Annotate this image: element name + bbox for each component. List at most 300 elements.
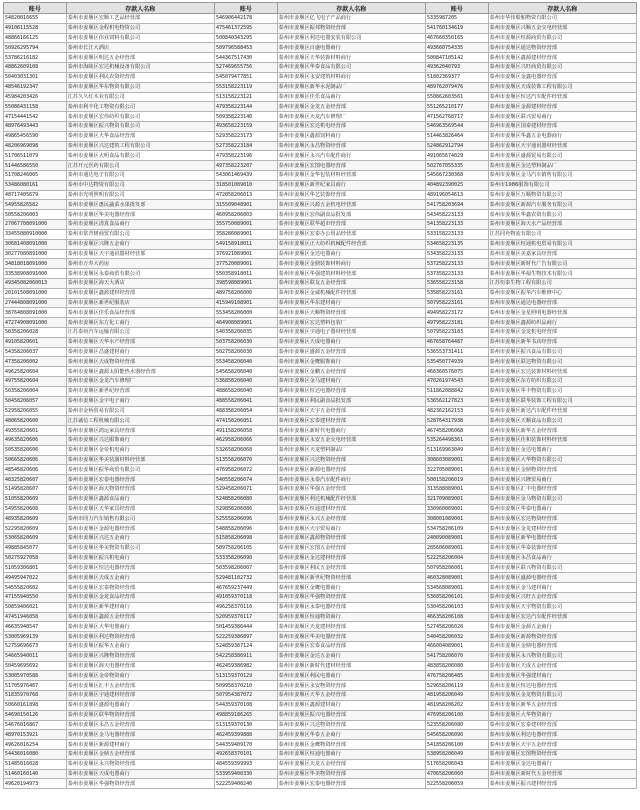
cell-depositor-2: 泰州市姜堰区新世纪物资经营部 bbox=[277, 573, 425, 583]
cell-depositor-1: 泰州市姜堰区天宇通讯器材经营部 bbox=[66, 249, 214, 259]
cell-depositor-2: 泰州市姜堰区百盛电器商行 bbox=[277, 43, 425, 53]
table-row bbox=[4, 671, 637, 681]
cell-depositor-2: 泰州市姜堰区金鹰服饰商行 bbox=[277, 357, 425, 367]
cell-account-2: 525558206096 bbox=[214, 514, 277, 524]
cell-account-1: 48866166125 bbox=[4, 33, 67, 43]
cell-depositor-1: 泰州市姜堰区振兴机电商行 bbox=[66, 553, 214, 563]
header-account-3: 账号 bbox=[425, 3, 488, 14]
cell-depositor-2: 泰州市姜堰区永安五金交电经营部 bbox=[277, 435, 425, 445]
cell-depositor-2: 泰州市姜堰区恒通建材经营部 bbox=[277, 504, 425, 514]
cell-depositor-1: 泰州市姜堰区华强物资经营部 bbox=[66, 779, 214, 789]
cell-account-3: 541760134619 bbox=[425, 23, 488, 33]
table-row bbox=[4, 53, 637, 63]
cell-account-1: 50458206057 bbox=[4, 396, 67, 406]
cell-depositor-1: 泰州市姜堰区鑫源太阳能热水器经营部 bbox=[66, 367, 214, 377]
cell-depositor-1: 泰州市姜堰区华美装潢材料经营部 bbox=[66, 455, 214, 465]
cell-account-3: 470658206060 bbox=[425, 769, 488, 779]
cell-account-1: 49355820601 bbox=[4, 426, 67, 436]
cell-depositor-1: 泰州市姜堰区金源电器经营部 bbox=[66, 524, 214, 534]
cell-depositor-2: 泰州市姜堰区金鹰物资经营部 bbox=[277, 740, 425, 750]
cell-account-3: 538958206049 bbox=[425, 749, 488, 759]
cell-depositor-3: 泰州市姜堰区金马汽车销售有限公司 bbox=[488, 171, 636, 181]
cell-depositor-1: 泰州市姜堰区振兴物资有限公司 bbox=[66, 121, 214, 131]
cell-depositor-1: 泰州市姜堰区鑫源食品商行 bbox=[66, 494, 214, 504]
cell-depositor-3: 泰州市姜堰区宏图物资经营部 bbox=[488, 749, 636, 759]
cell-account-1: 30277080891000 bbox=[4, 249, 67, 259]
table-row bbox=[4, 475, 637, 485]
cell-depositor-3: 泰州市姜堰区海天水产品经营部 bbox=[488, 220, 636, 230]
cell-depositor-1: 泰州市姜堰区金程机电物资公司 bbox=[66, 23, 214, 33]
cell-account-3: 500158206019 bbox=[425, 475, 488, 485]
cell-account-2: 527469655756 bbox=[214, 63, 277, 73]
cell-depositor-1: 泰州市姜堰区天成五金商行 bbox=[66, 573, 214, 583]
cell-depositor-1: 江苏久久红木业有限公司 bbox=[66, 92, 214, 102]
cell-account-1: 47154441542 bbox=[4, 112, 67, 122]
cell-depositor-2: 泰州市姜堰区宏泰建材经营部 bbox=[277, 416, 425, 426]
cell-depositor-3: 泰州市姜堰区兴隆贸易商行 bbox=[488, 475, 636, 485]
cell-depositor-3: 泰州市姜堰区金星照明电器经营部 bbox=[488, 308, 636, 318]
cell-account-3: 511862088842 bbox=[425, 386, 488, 396]
cell-depositor-2: 泰州市姜堰区金达电器商行 bbox=[277, 249, 425, 259]
cell-depositor-1: 泰州市姜堰区兴达建筑工程有限公司 bbox=[66, 141, 214, 151]
cell-account-1: 48206969098 bbox=[4, 141, 67, 151]
cell-account-2: 507954387072 bbox=[214, 691, 277, 701]
cell-account-2: 540358206035 bbox=[214, 328, 277, 338]
cell-depositor-3: 泰州市姜堰区鑫源纺织品商行 bbox=[488, 318, 636, 328]
cell-account-1: 54358206037 bbox=[4, 347, 67, 357]
cell-depositor-2: 泰州市姜堰区佳乐食品商行 bbox=[277, 92, 425, 102]
cell-account-3: 497958223181 bbox=[425, 318, 488, 328]
cell-depositor-2: 泰州市姜堰区兴源五金机电经营部 bbox=[277, 200, 425, 210]
cell-account-3: 534658223135 bbox=[425, 239, 488, 249]
cell-depositor-1: 泰州市姜堰区盛源电器商行 bbox=[66, 700, 214, 710]
header-account-1: 账号 bbox=[4, 3, 67, 14]
cell-account-1: 51706511079 bbox=[4, 151, 67, 161]
cell-depositor-2: 泰州市姜堰区金鼎装饰材料商行 bbox=[277, 259, 425, 269]
cell-depositor-3: 泰州市姜堰区大华物资有限公司 bbox=[488, 455, 636, 465]
cell-account-2: 548858206096 bbox=[214, 524, 277, 534]
cell-account-1: 53005970588 bbox=[4, 671, 67, 681]
cell-depositor-2: 泰州市姜堰区华美物资经营部 bbox=[277, 769, 425, 779]
cell-account-2: 472058206013 bbox=[214, 190, 277, 200]
cell-account-1: 50926295794 bbox=[4, 43, 67, 53]
cell-account-3: 507958223161 bbox=[425, 298, 488, 308]
cell-depositor-3: 泰州市姜堰区振兴建材经营部 bbox=[488, 779, 636, 789]
cell-depositor-1: 泰州市姜堰区兴隆物资经营部 bbox=[66, 651, 214, 661]
cell-account-2: 492658370101 bbox=[214, 749, 277, 759]
cell-account-1: 52759696673 bbox=[4, 642, 67, 652]
cell-account-2: 544367517430 bbox=[214, 53, 277, 63]
cell-account-3: 541358223133 bbox=[425, 220, 488, 230]
cell-depositor-1: 泰州市姜堰区宏泰电器经营部 bbox=[66, 475, 214, 485]
cell-depositor-2: 泰州市姜堰区金鹰电器商行 bbox=[277, 583, 425, 593]
cell-depositor-3: 泰州市姜堰区通达电器经营部 bbox=[488, 298, 636, 308]
cell-account-1: 51055820609 bbox=[4, 494, 67, 504]
table-row bbox=[4, 426, 637, 436]
cell-account-1: 51835970768 bbox=[4, 691, 67, 701]
cell-account-2: 522259400240 bbox=[214, 779, 277, 789]
cell-depositor-2: 泰州市姜堰区恒通电器商行 bbox=[277, 749, 425, 759]
cell-depositor-2: 泰州市姜堰区宏泰电器经营部 bbox=[277, 779, 425, 789]
cell-account-1: 20101508091000 bbox=[4, 288, 67, 298]
cell-depositor-1: 泰州市姜堰区惠民蔬菜水果批发部 bbox=[66, 200, 214, 210]
table-row bbox=[4, 632, 637, 642]
cell-account-2: 500840343295 bbox=[214, 33, 277, 43]
cell-depositor-2: 泰州市姜堰区金达五金商行 bbox=[277, 651, 425, 661]
cell-account-1: 49865456590 bbox=[4, 131, 67, 141]
cell-depositor-3: 泰州市姜堰区兴旺五金经营部 bbox=[488, 592, 636, 602]
cell-depositor-2: 泰州市姜堰区宏泰办公用品经营部 bbox=[277, 229, 425, 239]
cell-account-2: 315509048901 bbox=[214, 200, 277, 210]
table-row bbox=[4, 210, 637, 220]
cell-depositor-2: 泰州市姜堰区盛源五金经营部 bbox=[277, 347, 425, 357]
cell-account-1: 49755820604 bbox=[4, 377, 67, 387]
cell-account-1: 48935820609 bbox=[4, 514, 67, 524]
cell-depositor-2: 泰州市姜堰区天成电器商行 bbox=[277, 337, 425, 347]
cell-account-1: 50859406021 bbox=[4, 602, 67, 612]
table-row bbox=[4, 445, 637, 455]
cell-account-2: 460958206003 bbox=[214, 210, 277, 220]
table-row bbox=[4, 553, 637, 563]
cell-depositor-2: 泰州市姜堰区宏图五金经营部 bbox=[277, 543, 425, 553]
cell-account-1: 55086431158 bbox=[4, 102, 67, 112]
table-row bbox=[4, 563, 637, 573]
cell-depositor-1: 泰州市姜堰区利达物资经营部 bbox=[66, 632, 214, 642]
cell-account-3: 507958223183 bbox=[425, 328, 488, 338]
cell-depositor-3: 泰州市姜堰区新达汽车配件经营部 bbox=[488, 406, 636, 416]
cell-depositor-1: 泰州市常青树商贸有限公司 bbox=[66, 229, 214, 239]
cell-depositor-3: 泰州市姜堰区联兴贸易商行 bbox=[488, 112, 636, 122]
cell-account-3: 470261974543 bbox=[425, 377, 488, 387]
cell-account-1: 27067708091000 bbox=[4, 220, 67, 230]
cell-account-1: 53065820609 bbox=[4, 534, 67, 544]
cell-depositor-3: 泰州市姜堰区汇丰电器经营部 bbox=[488, 485, 636, 495]
cell-account-2: 544359409170 bbox=[214, 740, 277, 750]
cell-account-1: 54436016080 bbox=[4, 749, 67, 759]
cell-account-2: 476958206072 bbox=[214, 465, 277, 475]
cell-depositor-3: 泰州市姜堰区金源建材经营部 bbox=[488, 102, 636, 112]
cell-depositor-3: 泰州市姜堰区华鑫五金电器商行 bbox=[488, 131, 636, 141]
cell-depositor-3: 泰州市姜堰区恒达汽车配件经营部 bbox=[488, 92, 636, 102]
cell-account-1: 50459695692 bbox=[4, 661, 67, 671]
cell-depositor-2: 泰州市姜堰区金马建材商行 bbox=[277, 377, 425, 387]
cell-account-1: 53786216182 bbox=[4, 53, 67, 63]
cell-depositor-1: 泰州市姜堰区永泰商贸有限公司 bbox=[66, 269, 214, 279]
cell-account-3: 330960089001 bbox=[425, 504, 488, 514]
cell-depositor-1: 泰州市姜堰区永兴物资经营部 bbox=[66, 759, 214, 769]
cell-account-3: 493660754335 bbox=[425, 43, 488, 53]
cell-depositor-2: 泰州市姜堰区金达建材经营部 bbox=[277, 553, 425, 563]
cell-depositor-1: 泰州市姜堰区天华水产经营部 bbox=[66, 337, 214, 347]
cell-depositor-3: 泰州市姜堰区天宇五金经营部 bbox=[488, 740, 636, 750]
cell-account-3: 551265210177 bbox=[425, 102, 488, 112]
cell-account-1: 46635940547 bbox=[4, 622, 67, 632]
table-row bbox=[4, 92, 637, 102]
cell-account-3: 489196054613 bbox=[425, 190, 488, 200]
cell-account-2: 398598089001 bbox=[214, 278, 277, 288]
cell-depositor-2: 泰州市姜堰区宏泰食品经营部 bbox=[277, 642, 425, 652]
cell-account-2: 553158223119 bbox=[214, 82, 277, 92]
table-row bbox=[4, 367, 637, 377]
cell-depositor-3: 江苏同舟物流有限公司 bbox=[488, 229, 636, 239]
cell-account-3: 536858206101 bbox=[425, 592, 488, 602]
cell-depositor-3: 泰州市姜堰区天成装饰工程有限公司 bbox=[488, 82, 636, 92]
cell-depositor-3: 泰州市姜堰区鑫源建材经营部 bbox=[488, 53, 636, 63]
cell-account-3: 530458206103 bbox=[425, 602, 488, 612]
cell-account-2: 318501089010 bbox=[214, 180, 277, 190]
cell-depositor-2: 泰州市姜堰区华泰食品有限公司 bbox=[277, 63, 425, 73]
cell-depositor-3: 泰州市华伟船舶物资有限公司 bbox=[488, 14, 636, 24]
cell-account-2: 509758206105 bbox=[214, 543, 277, 553]
cell-depositor-1: 泰州市长江大酒店 bbox=[66, 43, 214, 53]
cell-account-3: 540458206032 bbox=[425, 632, 488, 642]
cell-account-1: 54820016655 bbox=[4, 14, 67, 24]
table-row bbox=[4, 455, 637, 465]
cell-account-1: 49626016254 bbox=[4, 740, 67, 750]
cell-depositor-3: 泰州市姜堰区金龙建材经营部 bbox=[488, 524, 636, 534]
cell-depositor-1: 泰州市姜堰区金宇电子商行 bbox=[66, 396, 214, 406]
table-row bbox=[4, 190, 637, 200]
table-row bbox=[4, 416, 637, 426]
header-depositor-3: 存款人名称 bbox=[488, 3, 636, 14]
cell-account-2: 479358223144 bbox=[214, 102, 277, 112]
cell-account-2: 462459399888 bbox=[214, 730, 277, 740]
cell-account-3: 308603089001 bbox=[425, 455, 488, 465]
cell-depositor-3: 泰州市姜堰区美嘉家具经营部 bbox=[488, 249, 636, 259]
table-row bbox=[4, 406, 637, 416]
table-row bbox=[4, 691, 637, 701]
cell-depositor-2: 泰州市姜堰区永昌物资经营部 bbox=[277, 141, 425, 151]
cell-account-2: 509958370210 bbox=[214, 681, 277, 691]
cell-depositor-2: 泰州市姜堰区金诚机械配件经营部 bbox=[277, 288, 425, 298]
cell-depositor-3: 泰州市姜堰区新华五金经营部 bbox=[488, 426, 636, 436]
cell-account-1: 50275927058 bbox=[4, 553, 67, 563]
cell-depositor-3: 泰州市姜堰区佳和装饰材料经营部 bbox=[488, 435, 636, 445]
cell-depositor-2: 泰州市姜堰区利民副食品批发部 bbox=[277, 396, 425, 406]
cell-account-2: 493658223159 bbox=[214, 121, 277, 131]
cell-account-3: 543458223133 bbox=[425, 210, 488, 220]
table-row bbox=[4, 278, 637, 288]
cell-depositor-1: 泰州市姜堰区宏顺工艺品经营部 bbox=[66, 14, 214, 24]
cell-account-3: 313588089001 bbox=[425, 485, 488, 495]
cell-account-1: 48065820600 bbox=[4, 416, 67, 426]
cell-account-1: 48717405679 bbox=[4, 190, 67, 200]
table-row bbox=[4, 661, 637, 671]
cell-account-3: 517658206043 bbox=[425, 759, 488, 769]
cell-account-3: 308001089001 bbox=[425, 514, 488, 524]
cell-account-3: 550862603561 bbox=[425, 92, 488, 102]
cell-account-2: 524858206080 bbox=[214, 494, 277, 504]
cell-depositor-2: 泰州市姜堰区新时代电器商行 bbox=[277, 426, 425, 436]
cell-account-1: 50358206028 bbox=[4, 328, 67, 338]
cell-depositor-2: 泰州市姜堰区天龙五金经营部 bbox=[277, 759, 425, 769]
cell-depositor-2: 泰州市姜堰区利民电器商行 bbox=[277, 671, 425, 681]
cell-account-1: 51485016028 bbox=[4, 759, 67, 769]
cell-account-3: 536558223158 bbox=[425, 278, 488, 288]
cell-account-1: 50558206003 bbox=[4, 210, 67, 220]
cell-depositor-1: 泰州市姜堰区宇通建材经营部 bbox=[66, 691, 214, 701]
cell-account-1: 52295820609 bbox=[4, 524, 67, 534]
cell-account-3: 527458206020 bbox=[425, 622, 488, 632]
cell-account-1: 51495820607 bbox=[4, 485, 67, 495]
cell-account-2: 520959370117 bbox=[214, 612, 277, 622]
cell-account-1: 48325820607 bbox=[4, 475, 67, 485]
cell-account-1: 52958206055 bbox=[4, 406, 67, 416]
table-body bbox=[4, 14, 637, 789]
cell-account-3: 536562127823 bbox=[425, 396, 488, 406]
cell-account-2: 355750089001 bbox=[214, 220, 277, 230]
cell-account-1: 48976493443 bbox=[4, 121, 67, 131]
cell-depositor-2: 泰州市姜堰区天华装饰材料商行 bbox=[277, 53, 425, 63]
cell-account-1: 33455080910000 bbox=[4, 229, 67, 239]
cell-depositor-3: 泰州市姜堰区联兴物资有限公司 bbox=[488, 563, 636, 573]
cell-depositor-1: 泰州市光明照明有限公司 bbox=[66, 190, 214, 200]
table-row bbox=[4, 514, 637, 524]
table-row bbox=[4, 298, 637, 308]
cell-depositor-3: 泰州市姜堰区东方纺织有限公司 bbox=[488, 377, 636, 387]
cell-depositor-1: 泰州市中达物资有限公司 bbox=[66, 180, 214, 190]
table-row bbox=[4, 72, 637, 82]
cell-depositor-2: 泰州市姜堰区新时代建材经营部 bbox=[277, 661, 425, 671]
table-row bbox=[4, 700, 637, 710]
cell-depositor-3: 泰州市姜堰区联达物资有限公司 bbox=[488, 357, 636, 367]
cell-account-2: 533959400330 bbox=[214, 769, 277, 779]
cell-depositor-3: 泰州市姜堰区永兴物资有限公司 bbox=[488, 651, 636, 661]
table-row bbox=[4, 131, 637, 141]
cell-account-3: 545658206090 bbox=[425, 730, 488, 740]
cell-depositor-3: 泰州市姜堰区宏达物资经营部 bbox=[488, 514, 636, 524]
table-row bbox=[4, 318, 637, 328]
cell-depositor-3: 泰州市姜堰区大华物资商行 bbox=[488, 710, 636, 720]
table-row bbox=[4, 347, 637, 357]
cell-account-1: 54690150126 bbox=[4, 710, 67, 720]
cell-depositor-1: 泰州市姜堰区振华五金商行 bbox=[66, 642, 214, 652]
cell-account-1: 54955820608 bbox=[4, 504, 67, 514]
cell-account-2: 515858206098 bbox=[214, 534, 277, 544]
cell-depositor-2: 泰州市姜堰区新华水泥制品厂 bbox=[277, 82, 425, 92]
cell-account-2: 501459386444 bbox=[214, 622, 277, 632]
table-row bbox=[4, 524, 637, 534]
cell-depositor-1: 泰州市姜堰区兴达五金商行 bbox=[66, 534, 214, 544]
cell-account-2: 524859387124 bbox=[214, 642, 277, 652]
cell-account-3: 524862912794 bbox=[425, 141, 488, 151]
cell-account-2: 545658206040 bbox=[214, 367, 277, 377]
cell-account-3: 481958206202 bbox=[425, 700, 488, 710]
cell-depositor-1: 泰州市姜堰区金马电器经营部 bbox=[66, 730, 214, 740]
cell-account-3: 491065674029 bbox=[425, 151, 488, 161]
table-row bbox=[4, 740, 637, 750]
cell-depositor-3: 泰州市姜堰区华福生物技术有限公司 bbox=[488, 269, 636, 279]
table-row bbox=[4, 23, 637, 33]
cell-depositor-3: 泰州市姜堰区金达塑料制品厂 bbox=[488, 161, 636, 171]
table-row bbox=[4, 43, 637, 53]
cell-depositor-2: 泰州市姜堰区永安物资经营部 bbox=[277, 681, 425, 691]
table-row bbox=[4, 200, 637, 210]
cell-depositor-1: 泰州市姜堰区佳乐食品经营部 bbox=[66, 308, 214, 318]
cell-depositor-2: 泰州市姜堰区华强物资经营部 bbox=[277, 592, 425, 602]
cell-account-3: 513169963049 bbox=[425, 445, 488, 455]
table-row bbox=[4, 612, 637, 622]
cell-depositor-2: 泰州市姜堰区宏达塑料包装厂 bbox=[277, 318, 425, 328]
cell-account-3: 322705089001 bbox=[425, 465, 488, 475]
cell-account-2: 513558206070 bbox=[214, 455, 277, 465]
cell-depositor-1: 泰州市姜堰区联华物资经营部 bbox=[66, 710, 214, 720]
header-depositor-1: 存款人名称 bbox=[66, 3, 214, 14]
cell-account-1: 51460160140 bbox=[4, 769, 67, 779]
cell-account-1: 38764808091000 bbox=[4, 308, 67, 318]
cell-account-2: 484559399993 bbox=[214, 759, 277, 769]
cell-depositor-1: 泰州市海陵区宏达机械设备有限公司 bbox=[66, 63, 214, 73]
cell-account-3: 467660350165 bbox=[425, 33, 488, 43]
cell-account-1: 48546192347 bbox=[4, 82, 67, 92]
cell-depositor-3: 泰州市姜堰区永昌食品商行 bbox=[488, 553, 636, 563]
cell-account-3: 321709089001 bbox=[425, 494, 488, 504]
cell-account-2: 415949108901 bbox=[214, 298, 277, 308]
cell-depositor-2: 泰州市姜堰区恒达电器经营部 bbox=[277, 386, 425, 396]
cell-account-1: 54555820602 bbox=[4, 583, 67, 593]
cell-depositor-2: 泰州市姜堰区天龙建材经营部 bbox=[277, 622, 425, 632]
cell-account-2: 513158223121 bbox=[214, 92, 277, 102]
cell-account-3: 535858223161 bbox=[425, 288, 488, 298]
table-row bbox=[4, 82, 637, 92]
cell-depositor-2: 泰州市姜堰区金华包装材料经营部 bbox=[277, 171, 425, 181]
cell-depositor-2: 泰州市姜堰区兴达物资经营部 bbox=[277, 455, 425, 465]
cell-account-3: 466004089001 bbox=[425, 642, 488, 652]
cell-account-3: 545667230368 bbox=[425, 171, 488, 181]
cell-depositor-3: 泰州市姜堰区新华书店经营部 bbox=[488, 337, 636, 347]
cell-depositor-3: 泰州市姜堰区盛源贸易有限公司 bbox=[488, 151, 636, 161]
table-row bbox=[4, 239, 637, 249]
cell-account-3: 489762079476 bbox=[425, 82, 488, 92]
table-row bbox=[4, 534, 637, 544]
cell-account-3: 537358223133 bbox=[425, 269, 488, 279]
table-row bbox=[4, 249, 637, 259]
table-row bbox=[4, 779, 637, 789]
cell-depositor-2: 泰州市姜堰区华东建材商行 bbox=[277, 298, 425, 308]
table-row bbox=[4, 288, 637, 298]
table-row bbox=[4, 543, 637, 553]
table-row bbox=[4, 229, 637, 239]
cell-depositor-2: 泰州市姜堰区振邦物资经营部 bbox=[277, 23, 425, 33]
cell-account-1: 53005969139 bbox=[4, 632, 67, 642]
cell-depositor-2: 泰州市姜堰区新世纪家具商行 bbox=[277, 180, 425, 190]
cell-depositor-3: 泰州市姜堰区恒源商贸有限公司 bbox=[488, 33, 636, 43]
cell-depositor-2: 泰州市姜堰区金龙五金经营部 bbox=[277, 102, 425, 112]
cell-depositor-3: 泰州市姜堰区通达物资经营部 bbox=[488, 43, 636, 53]
table-row bbox=[4, 386, 637, 396]
cell-depositor-2: 泰州市姜堰区宏图电器经营部 bbox=[277, 161, 425, 171]
cell-depositor-1: 泰州市姜堰区华美电器经营部 bbox=[66, 210, 214, 220]
cell-account-2: 474158206051 bbox=[214, 416, 277, 426]
cell-account-2: 376921089001 bbox=[214, 249, 277, 259]
cell-depositor-2: 泰州市姜堰区利达电器安装有限公司 bbox=[277, 33, 425, 43]
cell-depositor-1: 泰州市姜堰区海天大酒店 bbox=[66, 278, 214, 288]
cell-depositor-1: 泰州市通达电子有限公司 bbox=[66, 171, 214, 181]
cell-account-3: 51802369377 bbox=[425, 72, 488, 82]
cell-account-2: 553458206040 bbox=[214, 357, 277, 367]
cell-account-2: 509796588453 bbox=[214, 43, 277, 53]
cell-depositor-3: 泰州市姜堰区宏达汽车配件经营部 bbox=[488, 612, 636, 622]
cell-account-3: 49362040793 bbox=[425, 63, 488, 73]
cell-account-2: 527358223184 bbox=[214, 141, 277, 151]
cell-account-1: 49106115528 bbox=[4, 23, 67, 33]
table-row bbox=[4, 769, 637, 779]
cell-depositor-3: 泰州市姜堰区金马物资有限公司 bbox=[488, 494, 636, 504]
cell-account-3: 534568089001 bbox=[425, 583, 488, 593]
table-row bbox=[4, 730, 637, 740]
cell-account-3: 535264498361 bbox=[425, 435, 488, 445]
cell-account-1: 47155940550 bbox=[4, 592, 67, 602]
